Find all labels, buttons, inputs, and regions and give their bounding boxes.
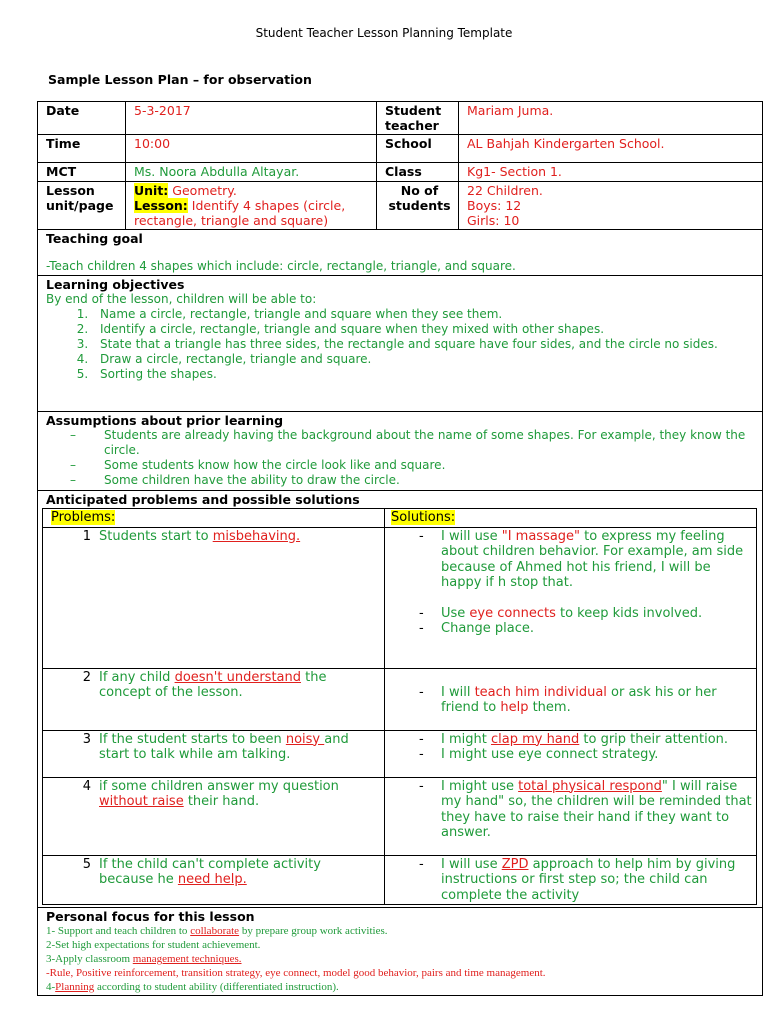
teaching-goal-text: -Teach children 4 shapes which include: circle, rectangle, triangle, and square. xyxy=(46,259,516,273)
problems-header-cell xyxy=(43,509,385,528)
solution-text: I might use xyxy=(441,778,519,794)
problem-keyword: misbehaving. xyxy=(212,528,301,544)
solution-item: - I might use total physical respond" I will raise my hand" so, the children will be reminded that they have to raise their hand if they want to answer. xyxy=(419,778,752,840)
solution-text: " I will raise my hand" so, the children will be reminded that they have to raise their hand if they want to answer. xyxy=(441,778,752,840)
focus-text: 4- xyxy=(46,981,56,993)
personal-focus-line xyxy=(46,924,758,938)
problems-section xyxy=(38,491,763,908)
solution-keyword: ZPD xyxy=(501,856,529,872)
problem-keyword: noisy xyxy=(285,731,325,747)
lesson-sub-label: Lesson: xyxy=(134,198,188,213)
table-row xyxy=(43,730,385,777)
solutions-header: Solutions: xyxy=(391,510,456,525)
problem-keyword: need help. xyxy=(177,872,247,887)
students-count-label: No of students xyxy=(377,182,459,230)
mct-value: Ms. Noora Abdulla Altayar. xyxy=(126,163,377,182)
focus-text: according to student ability (differentiated instruction). xyxy=(94,981,339,993)
personal-focus-line xyxy=(46,952,758,966)
solution-text: them. xyxy=(528,700,571,715)
student-teacher-value: Mariam Juma. xyxy=(459,102,763,135)
school-label: School xyxy=(377,135,459,163)
solution-cell xyxy=(385,527,757,668)
list-item: 4. Draw a circle, rectangle, triangle and square. xyxy=(92,352,758,367)
problem-text-part: If the student starts to been xyxy=(99,731,286,747)
problems-header: Problems: xyxy=(51,510,116,525)
problem-text-part: and start to talk while am talking. xyxy=(99,731,349,762)
list-item: 5. Sorting the shapes. xyxy=(92,367,758,382)
list-item: 1. Name a circle, rectangle, triangle and square when they see them. xyxy=(92,307,758,322)
focus-keyword: collaborate xyxy=(190,925,240,937)
lesson-plan-table xyxy=(37,101,762,996)
mct-label: MCT xyxy=(38,163,126,182)
solution-cell xyxy=(385,730,757,777)
problem-text xyxy=(99,779,359,810)
personal-focus-line: 2-Set high expectations for student achievement. xyxy=(46,939,261,951)
focus-text: 3-Apply classroom xyxy=(46,953,133,965)
table-row xyxy=(43,777,385,855)
solution-cell xyxy=(385,668,757,730)
solution-text: I will xyxy=(441,684,475,700)
teaching-goal-title: Teaching goal xyxy=(46,231,143,246)
problem-number: 4 xyxy=(82,778,91,794)
solution-item: - I will use "I massage" to express my feeling about children behavior. For example, am side because of Ahmed hot his friend, I will be happy if h stop that. xyxy=(419,528,744,590)
personal-focus-section xyxy=(38,908,763,996)
document-title: Student Teacher Lesson Planning Template xyxy=(255,26,513,40)
unit-value: Geometry. xyxy=(172,183,237,198)
learning-objectives-list xyxy=(46,307,758,382)
solution-cell xyxy=(385,777,757,855)
focus-keyword: management techniques. xyxy=(132,953,242,965)
problem-keyword: doesn't understand xyxy=(174,669,301,685)
problem-text-part: If the child can't complete activity because he xyxy=(99,856,321,887)
table-row xyxy=(43,855,385,905)
focus-text: 1- Support and teach children to xyxy=(46,925,191,937)
problem-text xyxy=(99,670,359,701)
boys-count: Boys: 12 xyxy=(467,198,522,213)
solution-item: - I will use ZPD approach to help him by giving instructions or first step so; the child can complete the activity xyxy=(419,856,736,903)
list-item: – Some students know how the circle look like and square. xyxy=(92,458,758,473)
solution-keyword: "I massage" xyxy=(501,528,581,544)
problem-number: 2 xyxy=(82,669,91,685)
assumptions-list xyxy=(46,428,758,488)
date-value: 5-3-2017 xyxy=(126,102,377,135)
problems-title: Anticipated problems and possible solutions xyxy=(46,492,360,507)
solution-item: - Change place. xyxy=(419,621,535,636)
assumptions-section xyxy=(38,412,763,491)
class-value: Kg1- Section 1. xyxy=(459,163,763,182)
learning-objectives-intro: By end of the lesson, children will be able to: xyxy=(46,292,317,306)
personal-focus-line: -Rule, Positive reinforcement, transition strategy, eye connect, model good behavior, pairs and time management. xyxy=(46,967,546,979)
time-label: Time xyxy=(38,135,126,163)
solution-text: to express my feeling about children behavior. For example, am side because of Ahmed hot his friend, I will be happy if h stop that. xyxy=(441,528,744,590)
assumptions-title: Assumptions about prior learning xyxy=(46,413,284,428)
solution-text: I might use eye connect strategy. xyxy=(441,747,659,762)
girls-count: Girls: 10 xyxy=(467,213,520,228)
personal-focus-title: Personal focus for this lesson xyxy=(46,909,255,924)
table-row xyxy=(43,527,385,668)
class-label: Class xyxy=(377,163,459,182)
student-teacher-label: Student teacher xyxy=(377,102,459,135)
date-label: Date xyxy=(38,102,126,135)
problem-number: 1 xyxy=(82,528,91,544)
list-item: – Students are already having the background about the name of some shapes. For example, they know the circle. xyxy=(92,428,758,458)
problem-number: 5 xyxy=(82,856,91,872)
problem-text xyxy=(99,732,359,763)
students-total: 22 Children. xyxy=(467,183,543,198)
time-value: 10:00 xyxy=(126,135,377,163)
solution-cell xyxy=(385,855,757,905)
students-count-value xyxy=(459,182,763,230)
problem-text xyxy=(99,529,359,545)
lesson-plan-subtitle: Sample Lesson Plan – for observation xyxy=(48,72,312,87)
solution-text: approach to help him by giving instructions or first step so; the child can complete the activity xyxy=(441,856,736,903)
solution-text: Use xyxy=(441,605,470,621)
solution-text: I might xyxy=(441,731,491,747)
problem-keyword: without raise xyxy=(99,794,184,809)
unit-label: Unit: xyxy=(134,183,169,198)
solution-item: - Use eye connects to keep kids involved. xyxy=(419,605,703,621)
solution-item: - I might use eye connect strategy. xyxy=(419,747,659,762)
focus-keyword: Planning xyxy=(55,981,95,993)
lesson-unit-label: Lesson unit/page xyxy=(38,182,126,230)
solution-text: I will use xyxy=(441,856,502,872)
problem-text-part: if some children answer my question xyxy=(99,778,339,794)
learning-objectives-title: Learning objectives xyxy=(46,277,185,292)
solution-text: to grip their attention. xyxy=(579,731,729,747)
problem-text-part: their hand. xyxy=(183,794,260,809)
focus-text: by prepare group work activities. xyxy=(239,925,388,937)
solution-keyword: total physical respond xyxy=(518,778,662,794)
solution-keyword: teach him individual xyxy=(474,684,607,700)
problem-number: 3 xyxy=(82,731,91,747)
solutions-header-cell xyxy=(385,509,757,528)
solution-keyword: clap my hand xyxy=(490,731,580,747)
solution-text: or ask his or her friend to xyxy=(441,684,717,715)
solution-keyword: eye connects xyxy=(469,605,556,621)
list-item: 2. Identify a circle, rectangle, triangle and square when they mixed with other shapes. xyxy=(92,322,758,337)
learning-objectives-section xyxy=(38,276,763,412)
problem-text-part: Students start to xyxy=(99,528,213,544)
personal-focus-line xyxy=(46,980,758,994)
problem-text xyxy=(99,857,359,888)
list-item: 3. State that a triangle has three sides, the rectangle and square have four sides, and the circle no sides. xyxy=(92,337,758,352)
solution-keyword: help xyxy=(500,700,529,715)
school-value: AL Bahjah Kindergarten School. xyxy=(459,135,763,163)
problem-text-part: the concept of the lesson. xyxy=(99,669,327,700)
solution-item: - I will teach him individual or ask his or her friend to help them. xyxy=(419,684,717,715)
problems-table xyxy=(42,508,757,905)
solution-text: I will use xyxy=(441,528,502,544)
teaching-goal-section xyxy=(38,230,763,276)
lesson-value: Identify 4 shapes (circle, rectangle, triangle and square) xyxy=(134,198,346,228)
solution-text: to keep kids involved. xyxy=(555,605,703,621)
solution-item: - I might clap my hand to grip their attention. xyxy=(419,731,729,747)
lesson-unit-value xyxy=(126,182,377,230)
list-item: – Some children have the ability to draw the circle. xyxy=(92,473,758,488)
table-row xyxy=(43,668,385,730)
solution-text: Change place. xyxy=(441,621,535,636)
problem-text-part: If any child xyxy=(99,669,175,685)
